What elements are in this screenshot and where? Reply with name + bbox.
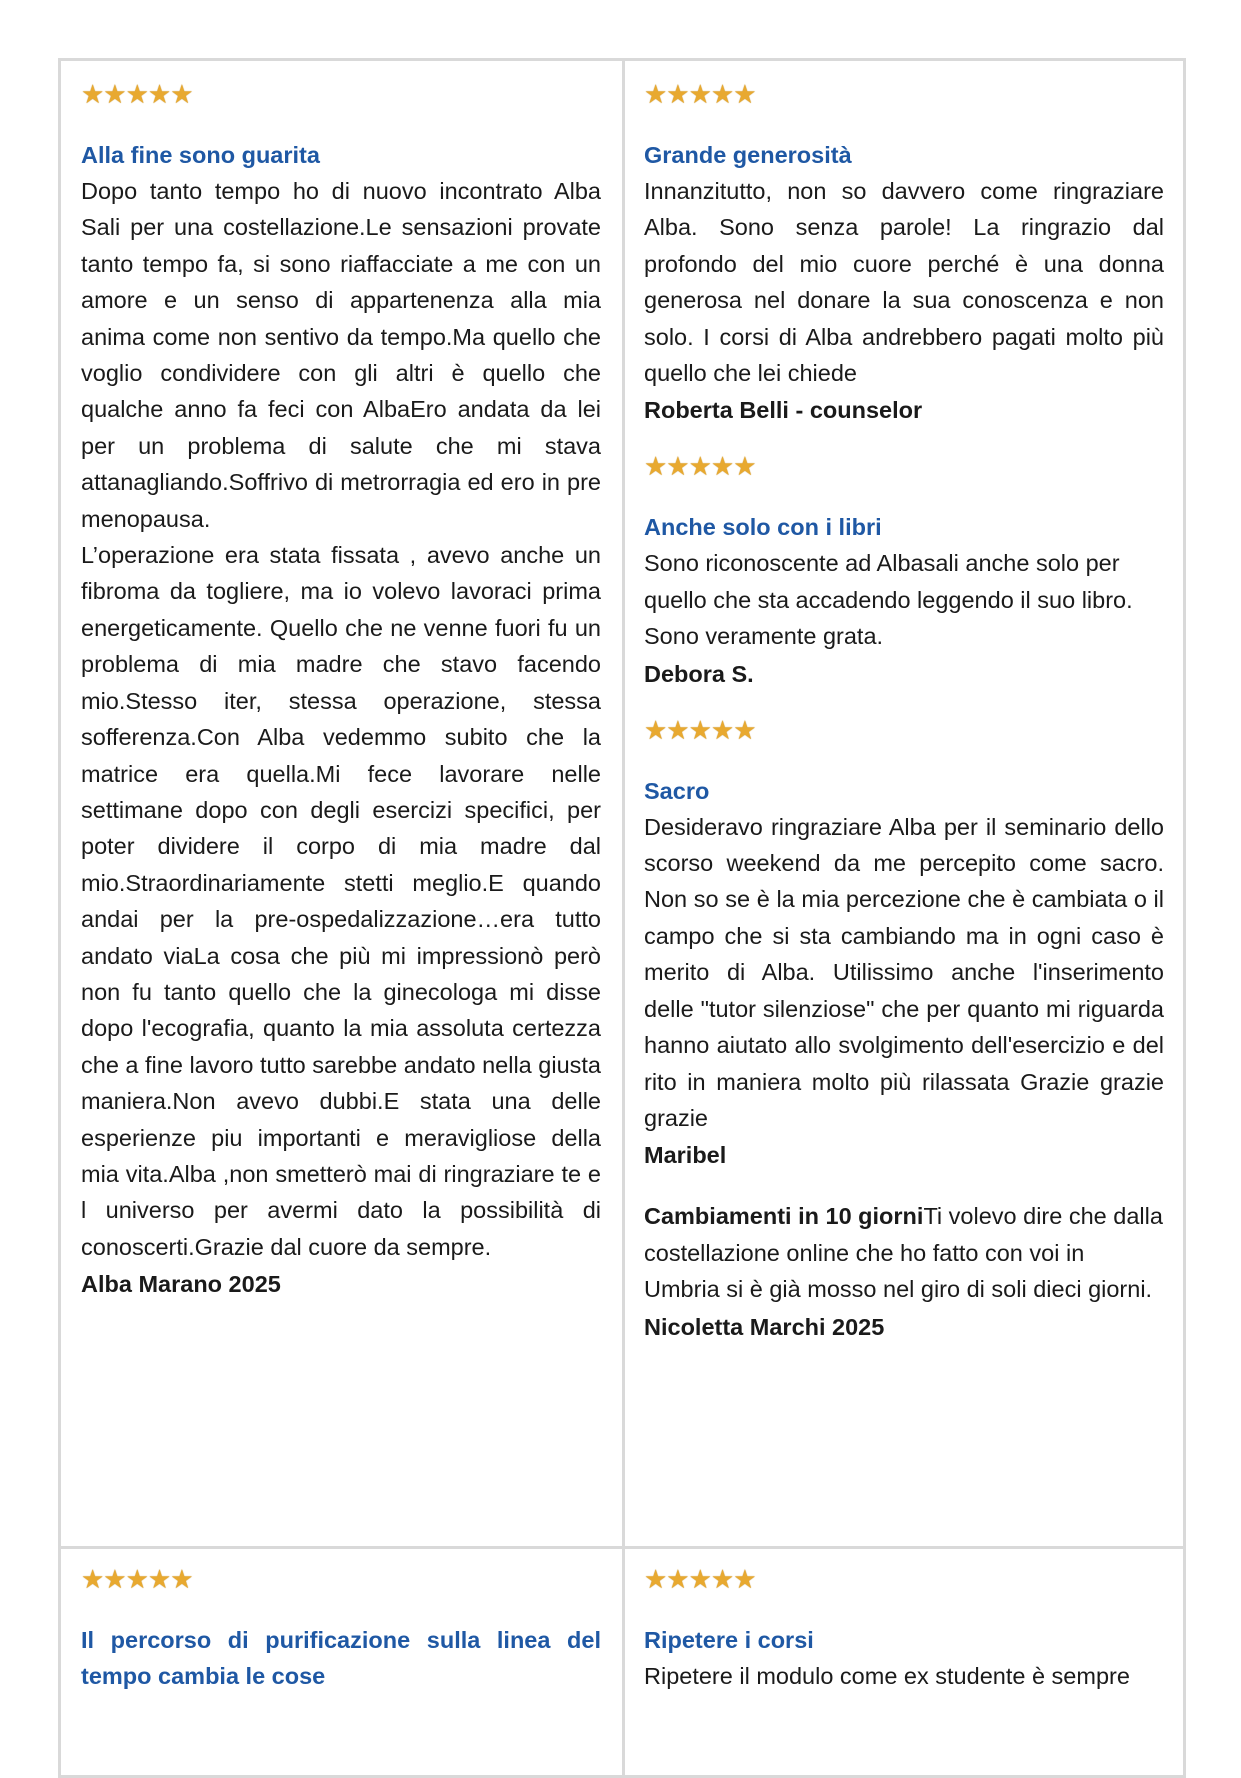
review-body: Sono riconoscente ad Albasali anche solo per quello che sta accadendo leggendo il suo libro. Sono veramente grata.: [644, 550, 1133, 650]
star-rating: ★★★★★: [644, 1564, 756, 1594]
review-card: [644, 714, 1164, 1175]
star-rating: ★★★★★: [81, 1564, 193, 1594]
review-author: Debora S.: [644, 660, 754, 687]
review-card: [81, 81, 601, 1303]
review-title: Il percorso di purificazione sulla linea del tempo cambia le cose: [81, 1627, 601, 1689]
star-rating: ★★★★★: [644, 79, 756, 109]
review-title: Cambiamenti in 10 giorni: [644, 1203, 924, 1230]
review-body: Innanzitutto, non so davvero come ringraziare Alba. Sono senza parole! La ringrazio dal profondo del mio cuore perché è una donna generosa nel donare la sua conoscenza e non solo. I corsi di Alba andrebbero pagati molto più quello che lei chiede: [644, 178, 1164, 387]
review-title: Grande generosità: [644, 142, 852, 168]
review-author: Nicoletta Marchi 2025: [644, 1313, 885, 1340]
column-divider: [622, 61, 625, 1775]
review-body: Desideravo ringraziare Alba per il seminario dello scorso weekend da me percepito come sacro. Non so se è la mia percezione che è cambiata o il campo che si sta cambiando ma in ogni caso è merito di Alba. Utilissimo anche l'inserimento delle "tutor silenziose" che per quanto mi riguarda hanno aiutato allo svolgimento dell'esercizio e del rito in maniera molto più rilassata Grazie grazie grazie: [644, 813, 1164, 1131]
review-author: Alba Marano 2025: [81, 1271, 281, 1298]
row-divider: [61, 1546, 1183, 1549]
star-rating: ★★★★★: [644, 451, 756, 482]
review-title: Alla fine sono guarita: [81, 142, 320, 168]
review-card: [644, 1198, 1164, 1345]
review-text: Ti volevo dire che dalla costellazione online che ho fatto con voi in Umbria si è già mosso nel giro di soli dieci giorni.: [644, 1203, 1163, 1303]
star-rating: ★★★★★: [644, 714, 756, 745]
review-card: [644, 453, 1164, 692]
review-card: [81, 1566, 601, 1694]
review-body: [81, 173, 601, 1265]
star-rating: ★★★★★: [81, 79, 193, 109]
review-title: Sacro: [644, 777, 710, 804]
review-author: Roberta Belli - counselor: [644, 397, 923, 424]
review-card: [644, 81, 1164, 429]
review-author: Maribel: [644, 1142, 727, 1169]
review-body: [644, 1198, 1164, 1307]
review-column-right: [644, 81, 1164, 1346]
review-card: [644, 1566, 1164, 1694]
reviews-grid: [58, 58, 1186, 1778]
review-paragraph: L’operazione era stata fissata , avevo anche un fibroma da togliere, ma io volevo lavoraci prima energeticamente. Quello che ne venne fuori fu un problema di mia madre che stavo facendo mio.Stesso iter, stessa operazione, stessa sofferenza.Con Alba vedemmo subito che la matrice era quella.Mi fece lavorare nelle settimane dopo con degli esercizi specifici, per poter dividere il corpo di mia madre dal mio.Straordinariamente stetti meglio.E quando andai per la pre-ospedalizzazione…era tutto andato viaLa cosa che più mi impressionò però non fu tanto quello che la ginecologa mi disse dopo l'ecografia, quanto la mia assoluta certezza che a fine lavoro tutto sarebbe andato nella giusta maniera.Non avevo dubbi.E stata una delle esperienze piu importanti e meravigliose della mia vita.Alba ,non smetterò mai di ringraziare te e l universo per avermi dato la possibilità di conoscerti.Grazie dal cuore da sempre.: [81, 542, 601, 1260]
review-body: Ripetere il modulo come ex studente è sempre: [644, 1663, 1130, 1689]
review-paragraph: Dopo tanto tempo ho di nuovo incontrato Alba Sali per una costellazione.Le sensazioni provate tanto tempo fa, si sono riaffacciate a me con un amore e un senso di appartenenza alla mia anima come non sentivo da tempo.Ma quello che voglio condividere con gli altri è quello che qualche anno fa feci con AlbaEro andata da lei per un problema di salute che mi stava attanagliando.Soffrivo di metrorragia ed ero in pre menopausa.: [81, 178, 601, 532]
review-title: Ripetere i corsi: [644, 1627, 814, 1653]
review-title: Anche solo con i libri: [644, 514, 882, 541]
